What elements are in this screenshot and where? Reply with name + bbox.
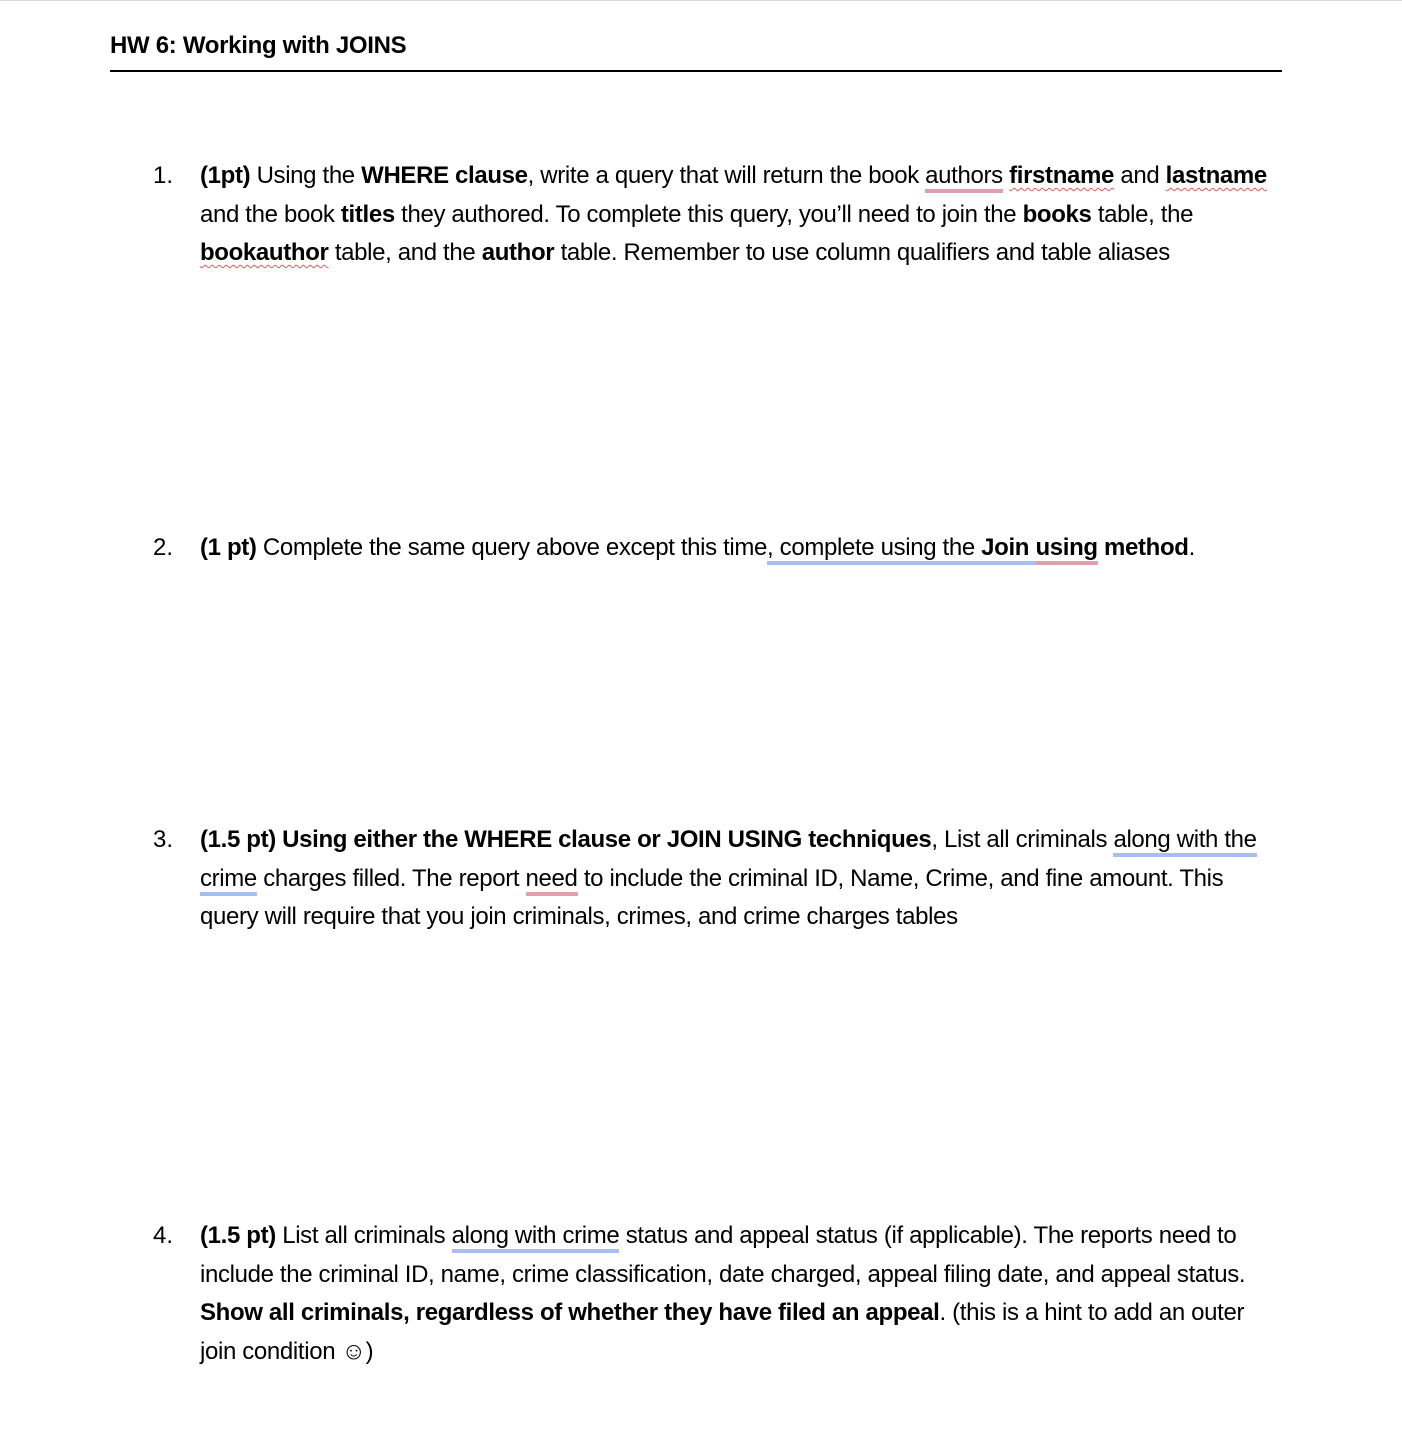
text-run: and xyxy=(1114,162,1166,189)
question-text xyxy=(200,529,1275,568)
grammar-flag[interactable]: along with the crime xyxy=(200,826,1257,896)
grammar-flag[interactable]: along with crime xyxy=(452,1222,620,1253)
points-label: (1pt) xyxy=(200,162,251,189)
grammar-flag[interactable]: Join xyxy=(981,534,1029,565)
page-top-edge xyxy=(0,0,1402,1)
bold-term: books xyxy=(1022,200,1092,228)
text-run: to include the criminal ID, Name, Crime, and fine amount. This query will require that you join criminals, crimes, and crime charges tables xyxy=(200,864,1224,931)
spelling-flag[interactable]: bookauthor xyxy=(200,239,329,267)
spelling-flag[interactable]: lastname xyxy=(1165,162,1267,189)
text-run: , write a query that will return the book xyxy=(527,162,926,189)
text-run: Complete the same query above except this time xyxy=(256,534,768,561)
question-text xyxy=(200,157,1275,273)
points-label: (1 pt) xyxy=(200,534,257,561)
text-run: table, the xyxy=(1091,200,1194,228)
grammar-flag[interactable]: authors xyxy=(925,162,1003,193)
points-label: (1.5 pt) Using either the WHERE clause or JOIN USING techniques xyxy=(200,826,932,853)
text-run: status and appeal status (if applicable). The reports need to include the criminal ID, name, crime classification, date charged, appeal filing date, and appeal status. xyxy=(200,1222,1246,1288)
text-run: List all criminals xyxy=(275,1222,452,1249)
bold-term: WHERE clause xyxy=(361,162,528,189)
text-run: . xyxy=(1188,534,1195,561)
grammar-flag[interactable]: need xyxy=(526,865,578,896)
document-header xyxy=(110,30,1282,72)
bold-term: titles xyxy=(340,200,395,228)
text-run: . (this is a hint to add an outer join condition ☺) xyxy=(200,1299,1245,1365)
grammar-flag[interactable]: , complete using the xyxy=(767,534,981,565)
question-number: 1. xyxy=(153,162,174,189)
text-run: Using the xyxy=(250,162,362,189)
bold-term: author xyxy=(481,239,555,267)
bold-term: method xyxy=(1104,534,1189,561)
text-run: and the book xyxy=(200,200,341,228)
text-run: , List all criminals xyxy=(931,826,1114,853)
bold-term: Show all criminals, regardless of whether they have filed an appeal xyxy=(200,1299,940,1327)
spelling-flag[interactable]: firstname xyxy=(1009,162,1114,189)
page-title: HW 6: Working with JOINS xyxy=(110,32,407,59)
grammar-flag[interactable]: using xyxy=(1035,534,1097,565)
question-text xyxy=(200,821,1275,937)
question-text xyxy=(200,1217,1275,1371)
text-run: charges filled. The report xyxy=(256,864,526,892)
question-number: 3. xyxy=(153,826,174,853)
question-number: 2. xyxy=(153,534,174,561)
points-label: (1.5 pt) xyxy=(200,1222,276,1249)
text-run: they authored. To complete this query, you’ll need to join the xyxy=(394,200,1023,228)
text-run: table. Remember to use column qualifiers and table aliases xyxy=(554,239,1170,267)
text-run: table, and the xyxy=(328,239,482,267)
question-number: 4. xyxy=(153,1222,174,1249)
